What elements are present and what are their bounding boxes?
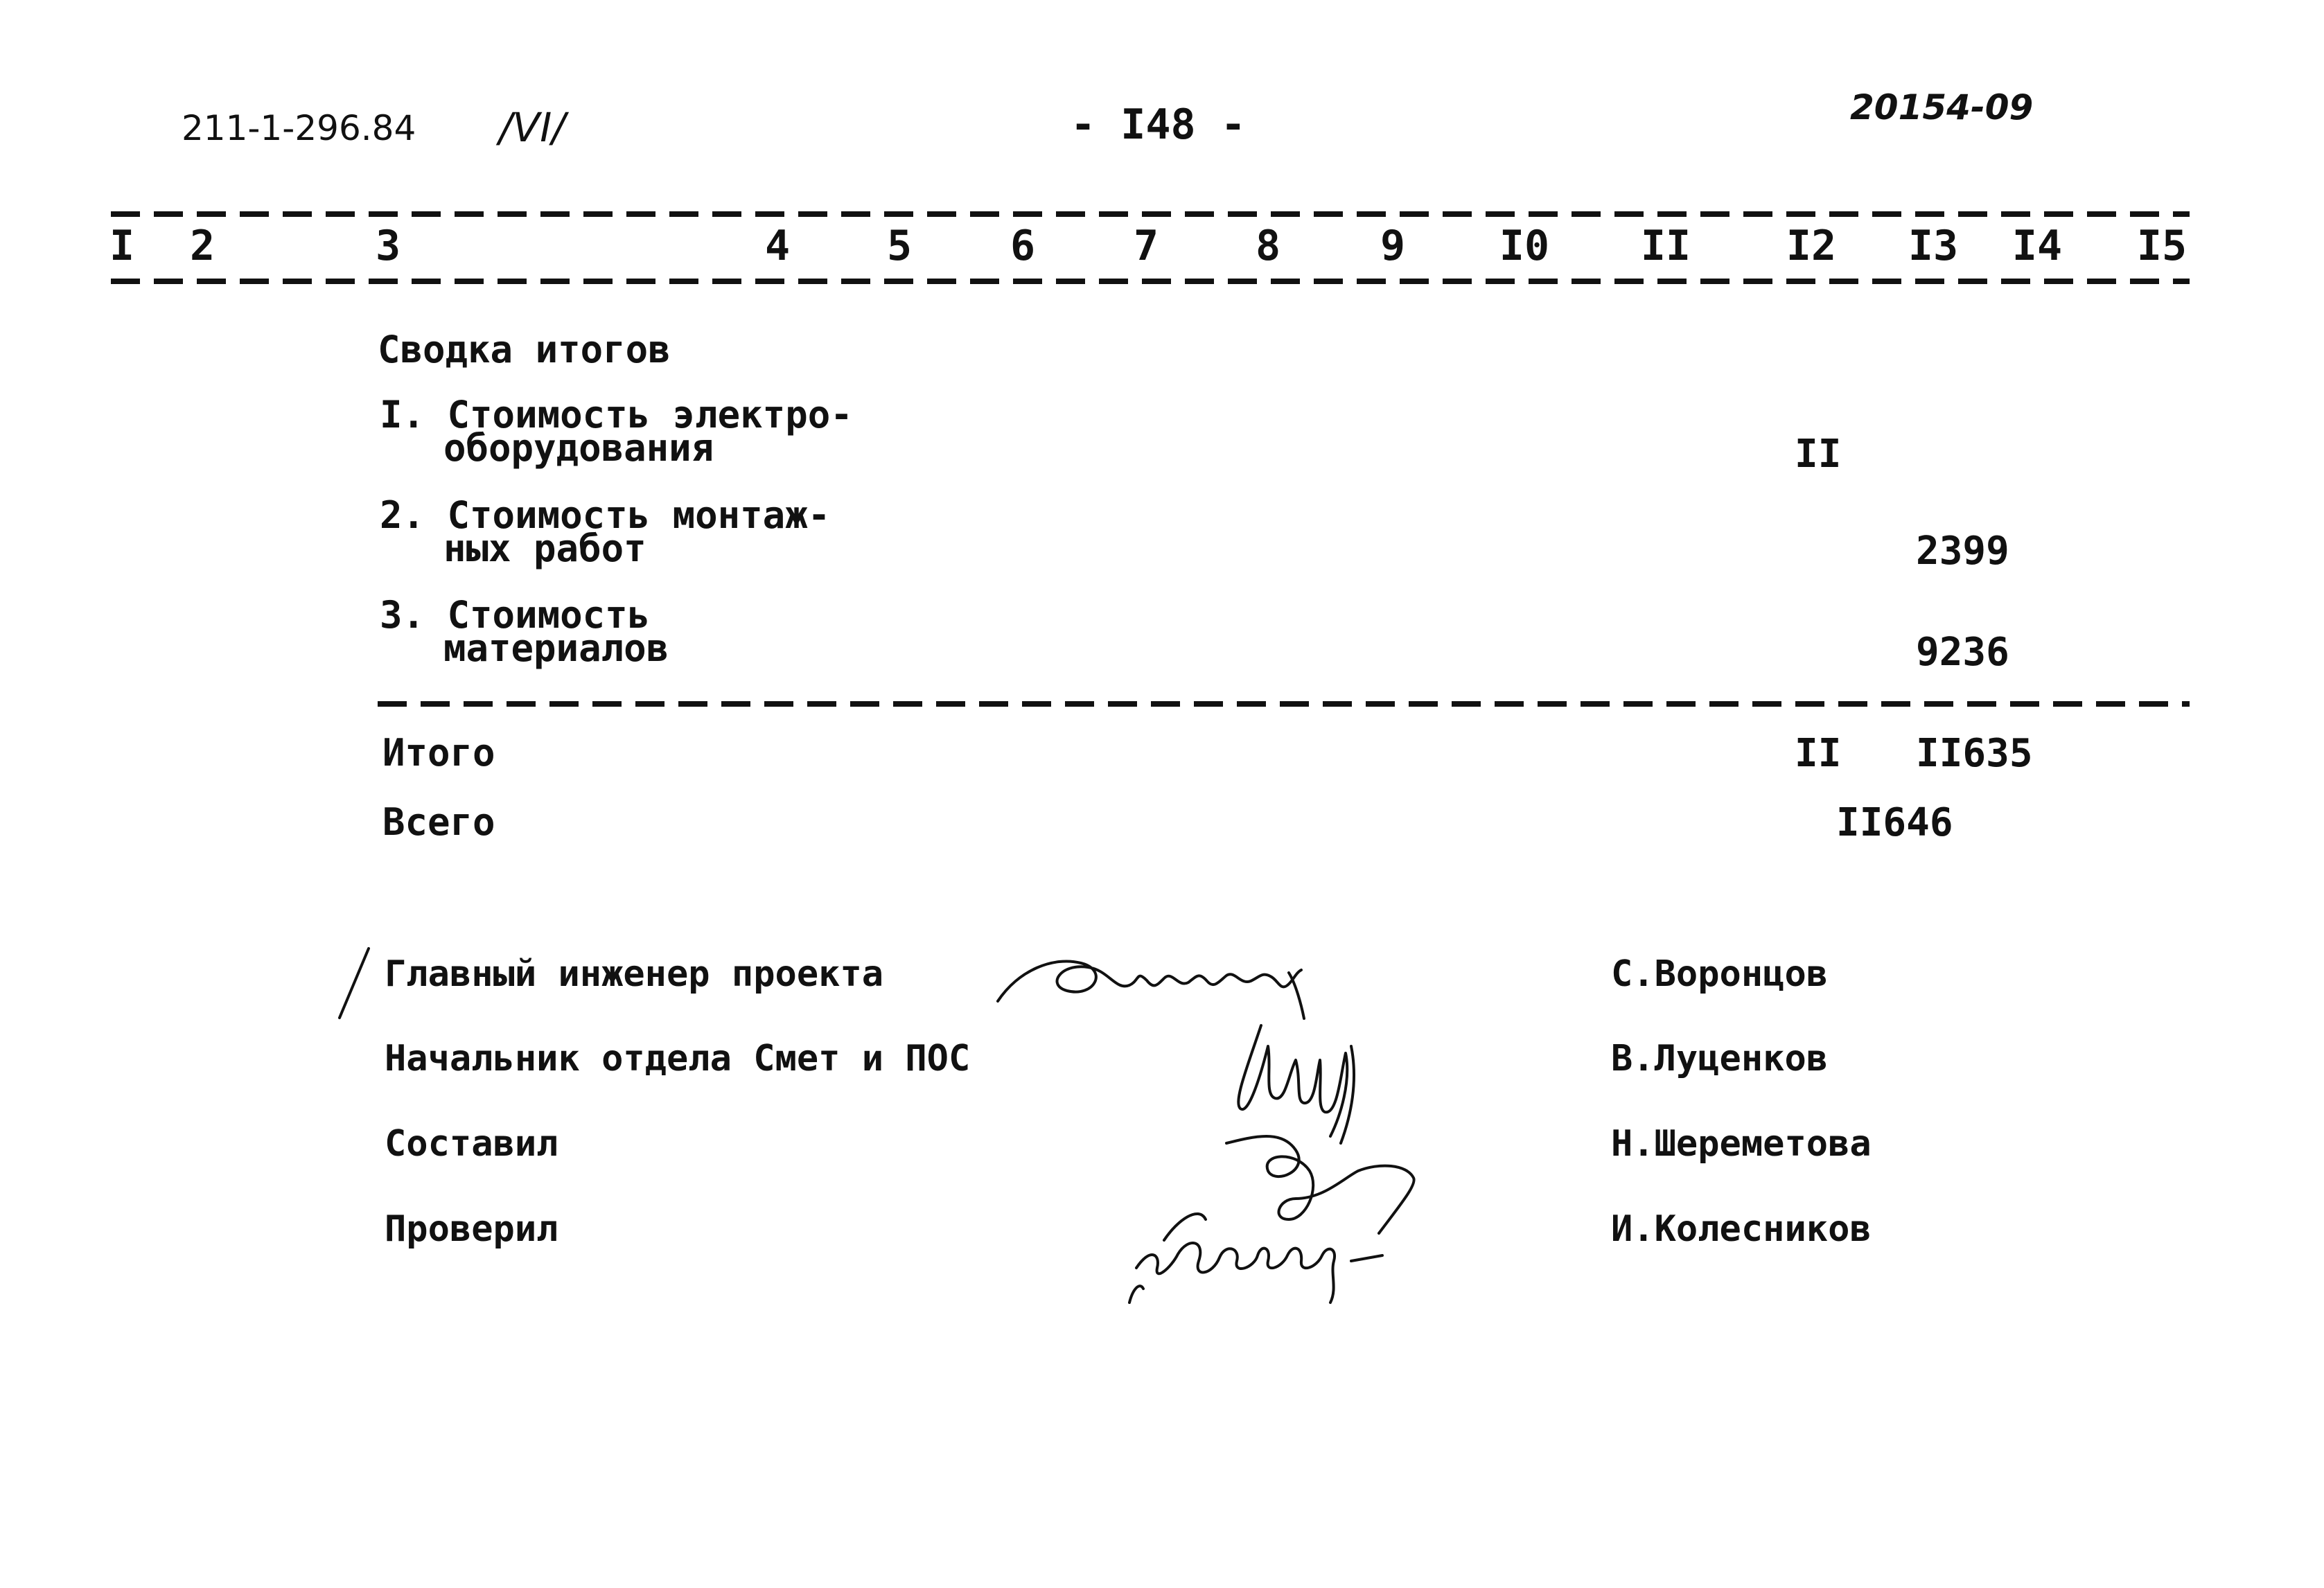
summary-item-1-col12: II xyxy=(1795,432,1842,477)
column-number: 4 xyxy=(764,222,791,270)
summary-item-3-line1: 3. Стоимость xyxy=(380,593,651,637)
column-number: I3 xyxy=(1908,222,1959,270)
column-number: 6 xyxy=(1010,222,1036,270)
total-value: II646 xyxy=(1836,800,1953,845)
column-number: I0 xyxy=(1499,222,1550,270)
column-number: 8 xyxy=(1255,222,1281,270)
column-number: 7 xyxy=(1133,222,1159,270)
summary-item-2-col13: 2399 xyxy=(1916,529,2009,574)
summary-item-1-line2: оборудования xyxy=(443,426,714,470)
signature-role: Составил xyxy=(385,1123,558,1165)
column-number: I2 xyxy=(1786,222,1837,270)
header-rule-bottom xyxy=(111,279,2190,284)
page-number: - I48 - xyxy=(1071,100,1246,149)
summary-item-3-col13: 9236 xyxy=(1916,630,2009,675)
summary-item-2-line2: ных работ xyxy=(443,527,646,570)
signature-name: И.Колесников xyxy=(1611,1208,1872,1250)
subtotal-col13: II635 xyxy=(1916,731,2033,776)
doc-code: 211-1-296.84 xyxy=(182,108,416,148)
column-number: 9 xyxy=(1380,222,1406,270)
column-number: I4 xyxy=(2012,222,2063,270)
column-number: I xyxy=(109,222,135,270)
signature-role: Начальник отдела Смет и ПОС xyxy=(385,1038,971,1079)
signature-role: Проверил xyxy=(385,1208,558,1250)
handwritten-signatures xyxy=(991,942,1476,1316)
subtotal-col12: II xyxy=(1795,731,1842,776)
margin-slash-mark xyxy=(333,946,374,1022)
subtotal-label: Итого xyxy=(382,731,495,775)
column-number: 3 xyxy=(375,222,401,270)
summary-item-2-line1: 2. Стоимость монтаж- xyxy=(380,493,831,537)
signature-role: Главный инженер проекта xyxy=(385,953,884,995)
header-rule-top xyxy=(111,211,2190,217)
summary-item-1-line1: I. Стоимость электро- xyxy=(380,393,853,436)
summary-item-3-line2: материалов xyxy=(443,626,669,670)
summary-title: Сводка итогов xyxy=(378,328,671,371)
volume-mark: /VI/ xyxy=(499,104,565,151)
total-label: Всего xyxy=(382,800,495,844)
column-number: II xyxy=(1640,222,1691,270)
column-number: 2 xyxy=(189,222,215,270)
column-number: 5 xyxy=(886,222,913,270)
signature-name: Н.Шереметова xyxy=(1611,1123,1872,1165)
signature-name: С.Воронцов xyxy=(1611,953,1829,995)
signature-name: В.Луценков xyxy=(1611,1038,1829,1079)
subtotal-rule xyxy=(378,701,2190,707)
archive-number: 20154-09 xyxy=(1850,87,2034,127)
column-number: I5 xyxy=(2136,222,2187,270)
